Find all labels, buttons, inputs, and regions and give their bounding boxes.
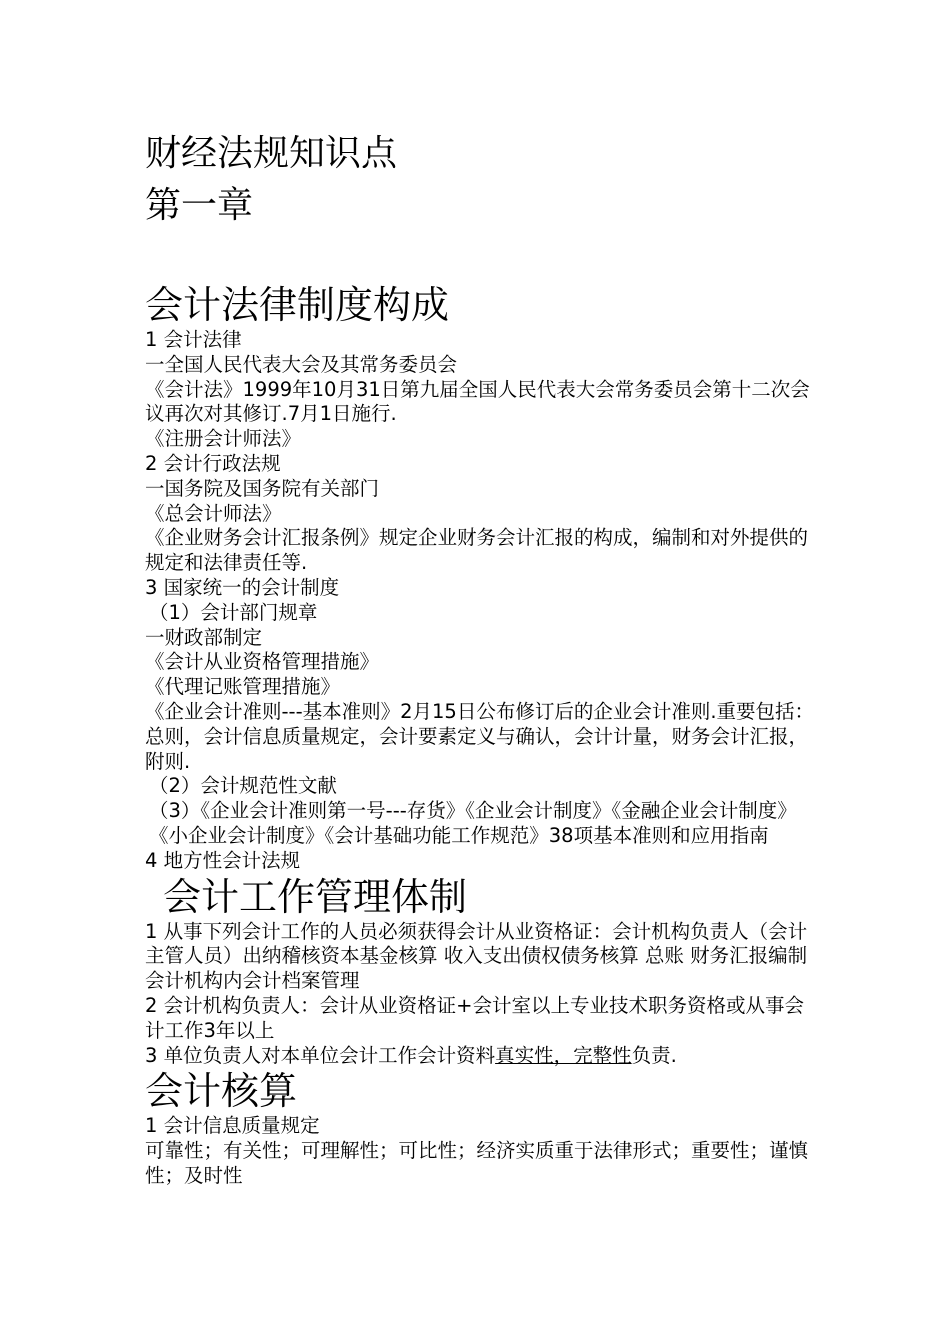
chapter-title: 第一章 xyxy=(145,185,254,226)
document-page xyxy=(145,128,815,1189)
section-heading-accounting: 会计核算 xyxy=(145,1069,298,1114)
text-line: 1 从事下列会计工作的人员必须获得会计从业资格证：会计机构负责人（会计主管人员）出纳稽核资本基金核算 收入支出债权债务核算 总账 财务汇报编制 会计机构内会计档案管理 xyxy=(145,919,814,993)
text-line-underlined xyxy=(145,1044,815,1069)
text-line: 《企业财务会计汇报条例》规定企业财务会计汇报的构成，编制和对外提供的规定和法律责任等. xyxy=(145,526,809,575)
text-line: （2）会计规范性文献 xyxy=(149,774,337,798)
text-line: 一全国人民代表大会及其常务委员会 xyxy=(145,352,458,376)
text-line: 2 会计行政法规 xyxy=(145,451,281,475)
text-line: 一财政部制定 xyxy=(145,625,263,649)
underlined-text: 真实性，完整性 xyxy=(495,1043,632,1067)
text-line: 一国务院及国务院有关部门 xyxy=(145,476,380,500)
text-line: 《总会计师法》 xyxy=(145,501,282,525)
text-line: 《代理记账管理措施》 xyxy=(145,675,341,699)
text-line: 《会计从业资格管理措施》 xyxy=(145,650,380,674)
text-line: 4 地方性会计法规 xyxy=(145,848,301,872)
section-heading-legal-system: 会计法律制度构成 xyxy=(145,283,450,327)
text-line: （3）《企业会计准则第一号---存货》《企业会计制度》《金融企业会计制度》《小企业会计制度》《会计基础功能工作规范》38项基本准则和应用指南 xyxy=(149,799,797,847)
text-line: 《企业会计准则---基本准则》2月15日公布修订后的企业会计准则.重要包括：总则，会计信息质量规定，会计要素定义与确认，会计计量，财务会计汇报，附则. xyxy=(145,699,815,773)
text-line: 《注册会计师法》 xyxy=(145,427,302,451)
spacer xyxy=(145,232,815,282)
text-line: 2 会计机构负责人：会计从业资格证+会计室以上专业技术职务资格或从事会计工作3年以上 xyxy=(145,993,804,1042)
text-line: 可靠性；有关性；可理解性；可比性；经济实质重于法律形式；重要性；谨慎性；及时性 xyxy=(145,1139,809,1187)
text-line: 3 国家统一的会计制度 xyxy=(145,575,340,599)
text-line: 《会计法》1999年10月31日第九届全国人民代表大会常务委员会第十二次会议再次对其修订.7月1日施行. xyxy=(145,377,810,426)
text-span: 3 单位负责人对本单位会计工作会计资料 xyxy=(145,1043,496,1067)
text-line: （1）会计部门规章 xyxy=(149,600,318,624)
section-heading-management: 会计工作管理体制 xyxy=(163,874,468,919)
document-title: 财经法规知识点 xyxy=(145,133,398,174)
text-line: 1 会计信息质量规定 xyxy=(145,1114,320,1138)
text-line: 1 会计法律 xyxy=(145,328,242,351)
text-span: 负责. xyxy=(631,1043,677,1067)
